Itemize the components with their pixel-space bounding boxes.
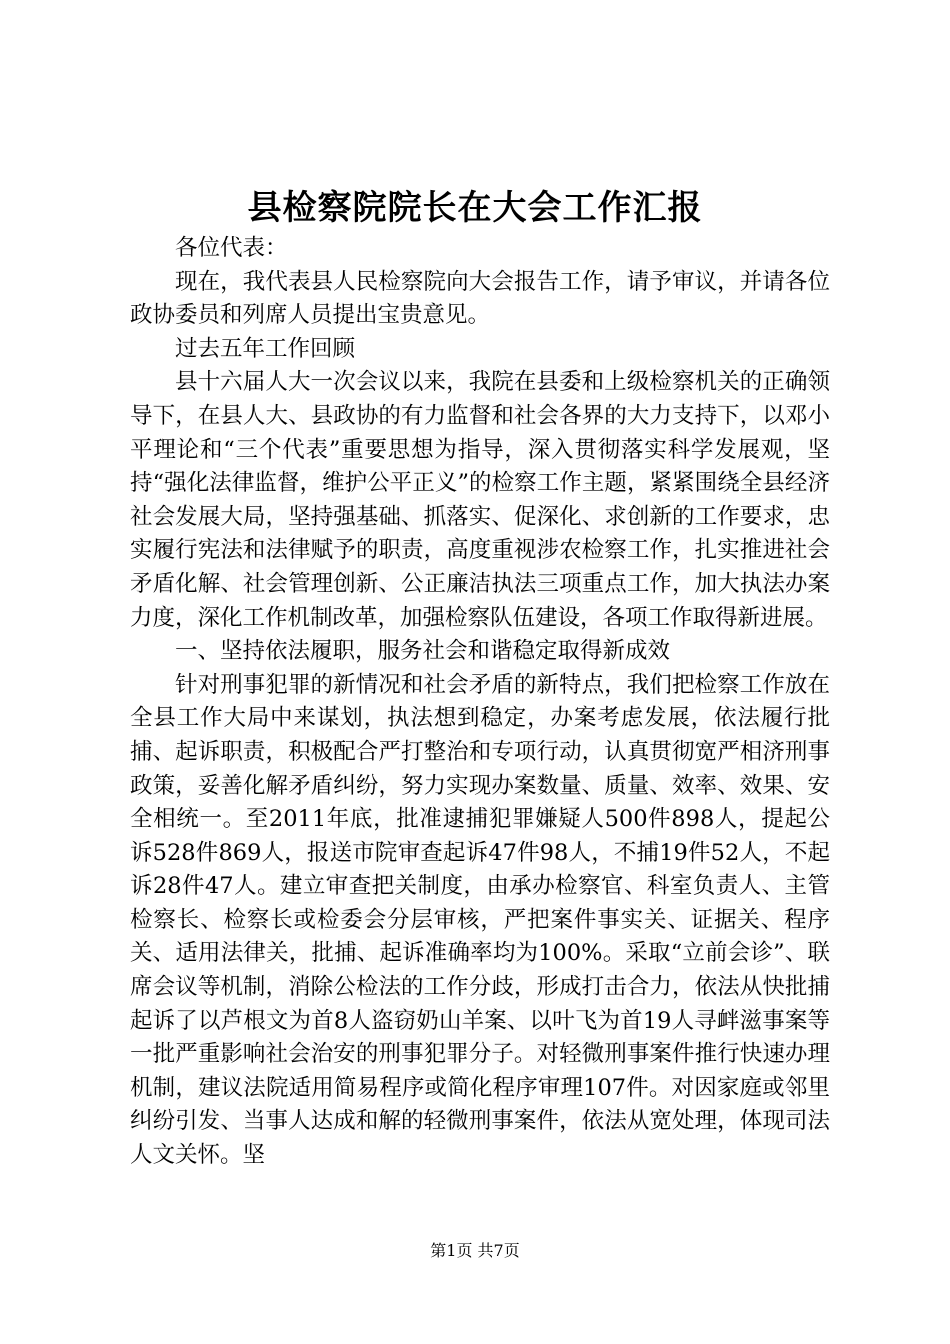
paragraph-overview: 县十六届人大一次会议以来，我院在县委和上级检察机关的正确领导下，在县人大、县政协的有力监督和社会各界的大力支持下，以邓小平理论和“三个代表”重要思想为指导，深入贯彻落实科学发展观，坚持“强化法律监督，维护公平正义”的检察工作主题，紧紧围绕全县经济社会发展大局，坚持强基础、抓落实、促深化、求创新的工作要求，忠实履行宪法和法律赋予的职责，高度重视涉农检察工作，扎实推进社会矛盾化解、社会管理创新、公正廉洁执法三项重点工作，加大执法办案力度，深化工作机制改革，加强检察队伍建设，各项工作取得新进展。 xyxy=(130,369,830,631)
paragraph-criminal-cases: 针对刑事犯罪的新情况和社会矛盾的新特点，我们把检察工作放在全县工作大局中来谋划，执法想到稳定，办案考虑发展，依法履行批捕、起诉职责，积极配合严打整治和专项行动，认真贯彻宽严相济刑事政策，妥善化解矛盾纠纷，努力实现办案数量、质量、效率、效果、安全相统一。至2011年底，批准逮捕犯罪嫌疑人500件898人，提起公诉528件869人，报送市院审查起诉47件98人，不捕19件52人，不起诉28件47人。建立审查把关制度，由承办检察官、科室负责人、主管检察长、检察长或检委会分层审核，严把案件事实关、证据关、程序关、适用法律关，批捕、起诉准确率均为100%。采取“立前会诊”、联席会议等机制，消除公检法的工作分歧，形成打击合力，依法从快批捕起诉了以芦根文为首8人盗窃奶山羊案、以叶飞为首19人寻衅滋事案等一批严重影响社会治安的刑事犯罪分子。对轻微刑事案件推行快速办理机制，建议法院适用简易程序或简化程序审理107件。对因家庭或邻里纠纷引发、当事人达成和解的轻微刑事案件，依法从宽处理，体现司法人文关怀。坚 xyxy=(130,671,830,1169)
section-heading-review: 过去五年工作回顾 xyxy=(175,335,356,362)
document-body xyxy=(130,232,830,1173)
paragraph-salutation: 各位代表： xyxy=(175,235,288,261)
document-title: 县检察院院长在大会工作汇报 xyxy=(247,188,703,228)
section-heading-one: 一、坚持依法履职，服务社会和谐稳定取得新成效 xyxy=(175,638,671,665)
paragraph-intro: 现在，我代表县人民检察院向大会报告工作，请予审议，并请各位政协委员和列席人员提出宝贵意见。 xyxy=(130,268,830,329)
page-footer: 第1页 共7页 xyxy=(430,1241,520,1260)
